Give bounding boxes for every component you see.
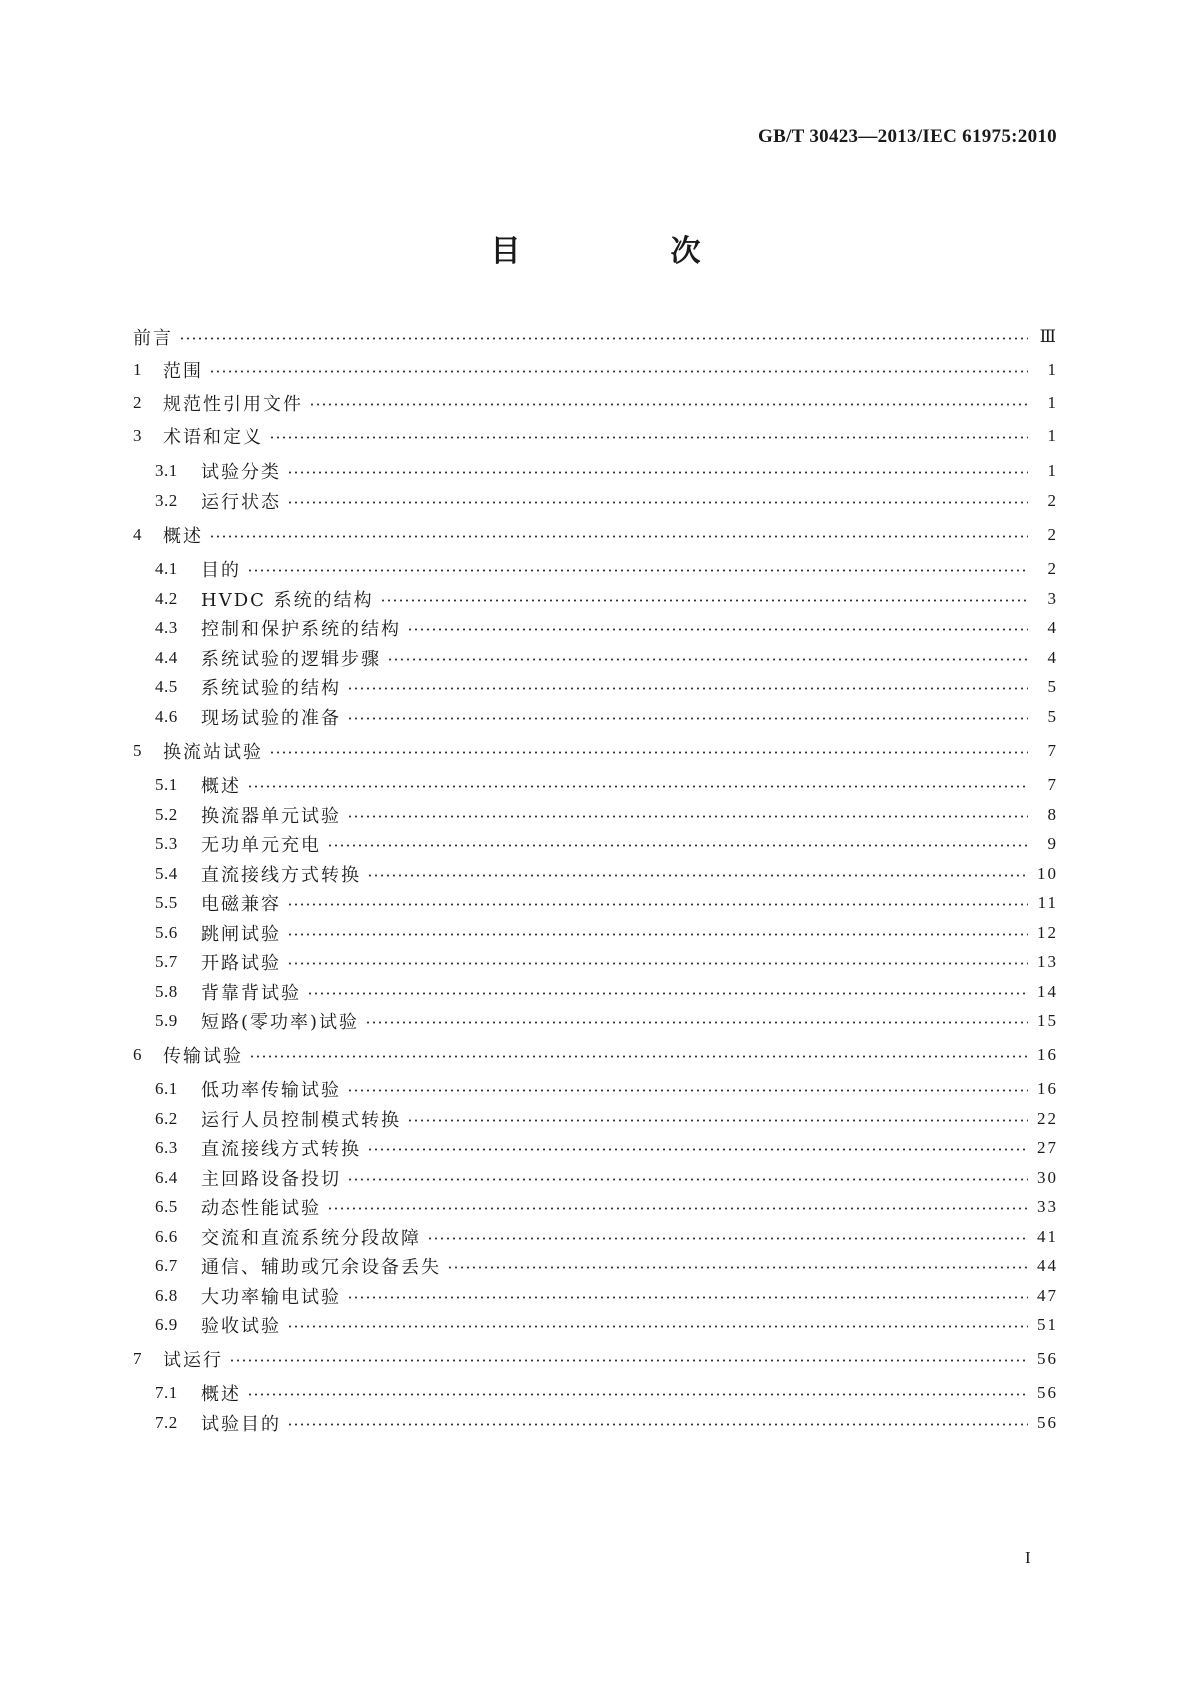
toc-page-number: 11: [1037, 893, 1058, 912]
toc-page-number: 9: [1047, 834, 1058, 853]
toc-dot-leader: [209, 535, 1028, 538]
toc-section-title: 无功单元充电: [201, 835, 321, 856]
toc-section-number: 1: [133, 360, 142, 379]
toc-section-title: 控制和保护系统的结构: [201, 619, 401, 640]
toc-section-number: 5.1: [155, 775, 178, 794]
toc-dot-leader: [287, 962, 1028, 965]
toc-page-number: 33: [1037, 1197, 1058, 1216]
toc-section-number: 5.6: [155, 923, 178, 942]
toc-page-number: 12: [1037, 923, 1058, 942]
toc-page-number: 47: [1037, 1286, 1058, 1305]
toc-dot-leader: [347, 815, 1028, 818]
toc-page-number: 1: [1047, 393, 1058, 412]
toc-section-title: 系统试验的结构: [201, 678, 341, 699]
toc-entry[interactable]: [155, 1251, 1058, 1281]
toc-entry[interactable]: [133, 421, 1058, 451]
toc-section-title: 低功率传输试验: [201, 1080, 341, 1101]
toc-section-title: 交流和直流系统分段故障: [201, 1228, 421, 1249]
toc-dot-leader: [407, 1119, 1028, 1122]
toc-section-title: 电磁兼容: [201, 894, 281, 915]
toc-section-title: 现场试验的准备: [201, 708, 341, 729]
toc-section-number: 7: [133, 1349, 142, 1368]
standard-code: GB/T 30423—2013/IEC 61975:2010: [758, 126, 1057, 147]
toc-entry[interactable]: [133, 520, 1058, 550]
toc-entry[interactable]: [155, 1408, 1058, 1438]
toc-page-number: 2: [1047, 491, 1058, 510]
toc-section-number: 5.9: [155, 1011, 178, 1030]
toc-dot-leader: [287, 903, 1028, 906]
toc-page-number: 30: [1037, 1168, 1058, 1187]
toc-page-number: 2: [1047, 559, 1058, 578]
toc-page-number: 15: [1037, 1011, 1058, 1030]
toc-page-number: 56: [1037, 1413, 1058, 1432]
toc-section-number: 4: [133, 525, 142, 544]
toc-dot-leader: [229, 1359, 1028, 1362]
toc-dot-leader: [387, 658, 1028, 661]
toc-section-number: 6.6: [155, 1227, 178, 1246]
toc-section-title: 直流接线方式转换: [201, 865, 361, 886]
toc-section-title: 主回路设备投切: [201, 1169, 341, 1190]
toc-page-number: 56: [1037, 1349, 1058, 1368]
toc-dot-leader: [287, 471, 1028, 474]
toc-section-number: 7.1: [155, 1383, 178, 1402]
toc-section-number: 6: [133, 1045, 142, 1064]
toc-page-number: 7: [1047, 741, 1058, 760]
toc-section-title: 系统试验的逻辑步骤: [201, 649, 381, 670]
toc-section-number: 3: [133, 426, 142, 445]
toc-entry[interactable]: [155, 1281, 1058, 1311]
toc-entry[interactable]: [155, 1310, 1058, 1340]
toc-section-title: 大功率输电试验: [201, 1287, 341, 1308]
toc-dot-leader: [249, 1055, 1028, 1058]
toc-dot-leader: [380, 599, 1028, 602]
toc-section-number: 6.1: [155, 1079, 178, 1098]
toc-page-number: 22: [1037, 1109, 1058, 1128]
toc-page-number: 1: [1047, 461, 1058, 480]
toc-entry[interactable]: [155, 1074, 1058, 1104]
toc-section-number: 6.5: [155, 1197, 178, 1216]
toc-entry[interactable]: [155, 1006, 1058, 1036]
toc-entry[interactable]: [133, 1040, 1058, 1070]
toc-page-number: 16: [1037, 1045, 1058, 1064]
toc-page-number: 5: [1047, 677, 1058, 696]
page-number: I: [1025, 1548, 1031, 1567]
toc-section-title: 规范性引用文件: [163, 394, 303, 415]
toc-section-number: 4.3: [155, 618, 178, 637]
toc-entry[interactable]: [155, 554, 1058, 584]
toc-page-number: 2: [1047, 525, 1058, 544]
toc-entry[interactable]: [155, 800, 1058, 830]
toc-section-number: 4.5: [155, 677, 178, 696]
toc-section-number: 5: [133, 741, 142, 760]
toc-section-number: 4.2: [155, 589, 178, 608]
toc-entry[interactable]: [155, 672, 1058, 702]
toc-page-number: 56: [1037, 1383, 1058, 1402]
toc-section-title: 开路试验: [201, 953, 281, 974]
toc-entry[interactable]: [133, 322, 1058, 352]
toc-page-number: 4: [1047, 618, 1058, 637]
toc-dot-leader: [347, 1089, 1028, 1092]
toc-entry[interactable]: [155, 1163, 1058, 1193]
toc-section-title: 试验目的: [201, 1414, 281, 1435]
toc-section-number: 7.2: [155, 1413, 178, 1432]
toc-page-number: 16: [1037, 1079, 1058, 1098]
toc-section-title: 动态性能试验: [201, 1198, 321, 1219]
toc-page-number: 14: [1037, 982, 1058, 1001]
page-title: 目 次: [490, 234, 761, 269]
toc-section-number: 6.8: [155, 1286, 178, 1305]
toc-entry[interactable]: [133, 736, 1058, 766]
toc-section-title: 运行人员控制模式转换: [201, 1110, 401, 1131]
toc-entry[interactable]: [155, 456, 1058, 486]
toc-entry[interactable]: [155, 643, 1058, 673]
toc-dot-leader: [367, 1148, 1028, 1151]
toc-dot-leader: [287, 501, 1028, 504]
toc-section-number: 6.3: [155, 1138, 178, 1157]
toc-dot-leader: [247, 569, 1028, 572]
toc-section-title: 换流器单元试验: [201, 806, 341, 827]
toc-section-number: 4.6: [155, 707, 178, 726]
toc-entry[interactable]: [155, 613, 1058, 643]
toc-section-title: 换流站试验: [163, 742, 263, 763]
toc-entry[interactable]: [155, 829, 1058, 859]
toc-section-title: 概述: [201, 776, 241, 797]
toc-entry[interactable]: [155, 1222, 1058, 1252]
toc-dot-leader: [287, 933, 1028, 936]
toc-entry[interactable]: [155, 702, 1058, 732]
toc-section-number: 5.8: [155, 982, 178, 1001]
toc-entry[interactable]: [155, 918, 1058, 948]
toc-entry[interactable]: [133, 1344, 1058, 1374]
toc-page-number: 8: [1047, 805, 1058, 824]
toc-section-title: 传输试验: [163, 1046, 243, 1067]
toc-dot-leader: [247, 785, 1028, 788]
toc-dot-leader: [347, 687, 1028, 690]
toc-entry[interactable]: [155, 859, 1058, 889]
toc-dot-leader: [327, 1207, 1028, 1210]
toc-section-number: 6.7: [155, 1256, 178, 1275]
toc-section-number: 4.4: [155, 648, 178, 667]
toc-section-number: 6.2: [155, 1109, 178, 1128]
toc-section-number: 5.3: [155, 834, 178, 853]
toc-section-title: 范围: [163, 361, 203, 382]
toc-page-number: 7: [1047, 775, 1058, 794]
toc-entry[interactable]: [133, 388, 1058, 418]
toc-page-number: 3: [1047, 589, 1058, 608]
toc-page-number: 13: [1037, 952, 1058, 971]
toc-page-number: 10: [1037, 864, 1058, 883]
toc-dot-leader: [209, 370, 1028, 373]
toc-dot-leader: [347, 717, 1028, 720]
toc-page-number: 51: [1037, 1315, 1058, 1334]
toc-dot-leader: [407, 628, 1028, 631]
toc-dot-leader: [347, 1296, 1028, 1299]
toc-section-title: 概述: [163, 526, 203, 547]
toc-dot-leader: [365, 1021, 1028, 1024]
toc-section-title: 跳闸试验: [201, 924, 281, 945]
toc-section-title: 目的: [201, 560, 241, 581]
toc-entry[interactable]: [155, 770, 1058, 800]
toc-section-number: 3.2: [155, 491, 178, 510]
toc-dot-leader: [287, 1325, 1028, 1328]
toc-section-title: 直流接线方式转换: [201, 1139, 361, 1160]
toc-section-title: 通信、辅助或冗余设备丢失: [201, 1257, 441, 1278]
toc-entry[interactable]: [155, 584, 1058, 614]
toc-section-number: 3.1: [155, 461, 178, 480]
toc-dot-leader: [427, 1237, 1028, 1240]
toc-section-number: 4.1: [155, 559, 178, 578]
toc-dot-leader: [287, 1423, 1028, 1426]
toc-page-number: Ⅲ: [1039, 327, 1058, 346]
toc-entry[interactable]: [155, 1133, 1058, 1163]
toc-entry[interactable]: [155, 888, 1058, 918]
toc-dot-leader: [347, 1178, 1028, 1181]
toc-dot-leader: [447, 1266, 1028, 1269]
toc-dot-leader: [179, 337, 1028, 340]
toc-section-title: 运行状态: [201, 492, 281, 513]
toc-dot-leader: [269, 436, 1028, 439]
toc-section-number: 5.7: [155, 952, 178, 971]
toc-section-title: 试运行: [163, 1350, 223, 1371]
toc-page-number: 44: [1037, 1256, 1058, 1275]
toc-entry[interactable]: [133, 355, 1058, 385]
toc-page-number: 27: [1037, 1138, 1058, 1157]
toc-section-title: 背靠背试验: [201, 983, 301, 1004]
toc-section-number: 2: [133, 393, 142, 412]
toc-entry[interactable]: [155, 1192, 1058, 1222]
toc-section-number: 6.9: [155, 1315, 178, 1334]
toc-section-number: 5.5: [155, 893, 178, 912]
toc-section-number: 6.4: [155, 1168, 178, 1187]
toc-section-number: 5.2: [155, 805, 178, 824]
toc-dot-leader: [269, 751, 1028, 754]
toc-dot-leader: [307, 992, 1028, 995]
toc-section-title: 前言: [133, 328, 173, 349]
toc-section-title: 短路(零功率)试验: [201, 1012, 360, 1033]
toc-dot-leader: [247, 1393, 1028, 1396]
toc-page-number: 5: [1047, 707, 1058, 726]
toc-entry[interactable]: [155, 1378, 1058, 1408]
toc-section-title: 试验分类: [201, 462, 281, 483]
toc-dot-leader: [309, 403, 1028, 406]
toc-page-number: 4: [1047, 648, 1058, 667]
toc-dot-leader: [327, 844, 1028, 847]
toc-dot-leader: [367, 874, 1028, 877]
toc-section-title: HVDC 系统的结构: [201, 590, 374, 611]
toc-entry[interactable]: [155, 1104, 1058, 1134]
toc-entry[interactable]: [155, 947, 1058, 977]
toc-entry[interactable]: [155, 486, 1058, 516]
toc-entry[interactable]: [155, 977, 1058, 1007]
toc-page-number: 41: [1037, 1227, 1058, 1246]
toc-section-title: 术语和定义: [163, 427, 263, 448]
toc-section-number: 5.4: [155, 864, 178, 883]
toc-page-number: 1: [1047, 426, 1058, 445]
toc-section-title: 验收试验: [201, 1316, 281, 1337]
toc-section-title: 概述: [201, 1384, 241, 1405]
toc-page-number: 1: [1047, 360, 1058, 379]
